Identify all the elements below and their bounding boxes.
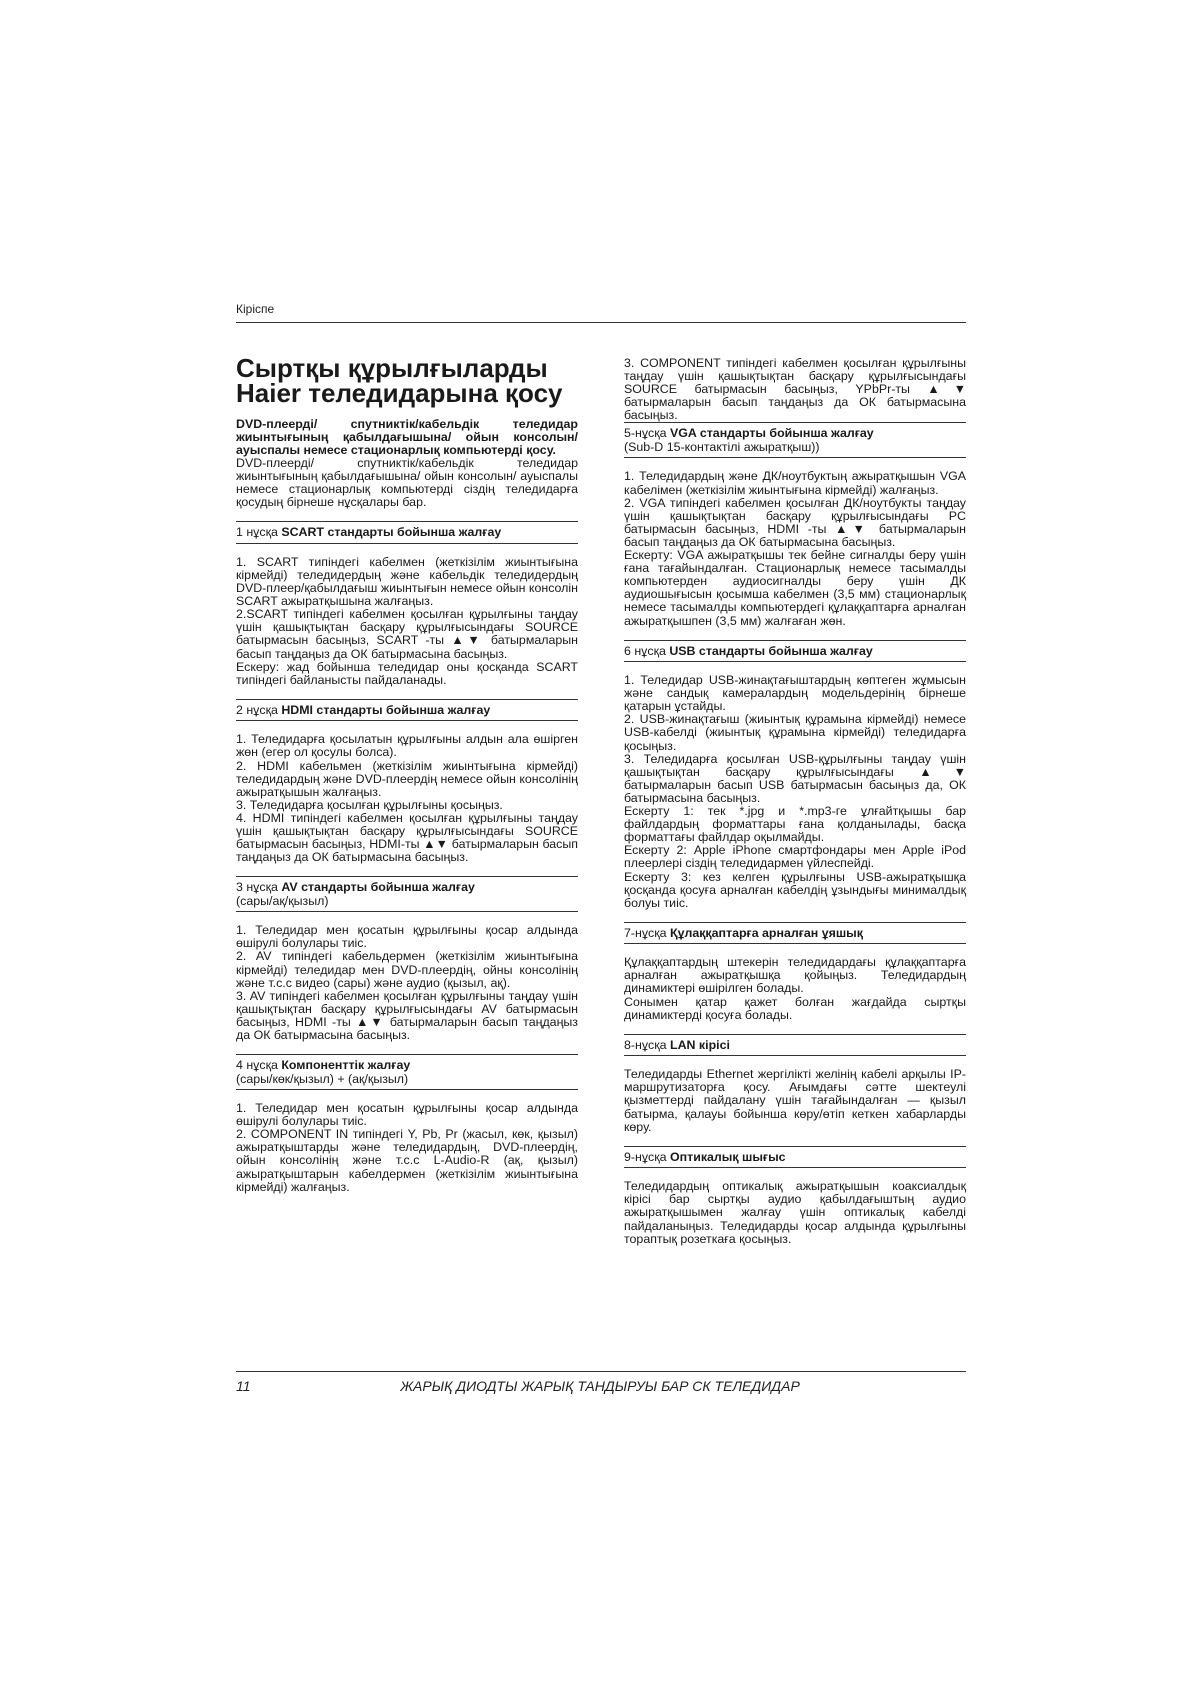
section-paragraph: 2.SCART типіндегі кабелмен қосылған құрылғыны таңдау үшін қашықтықтан басқару құрылғысындағы SOURCE батырмасын басыңыз, SCART -ты ▲▼ батырмаларын басып таңдаңыз да ОК батырмасына басыңыз. [236,607,578,661]
section-paragraph: Теледидарды Ethernet жергілікті желінің кабелі арқылы IP-маршрутизаторға қосу. Ағымдағы сәтте шектеулі қызметтерді пайдалану үшін тағайындалған — қызыл батырма, қалауы бойынша көру/өтіп кеткен хабарларды көру. [624,1067,966,1134]
left-column [236,352,578,1194]
section-paragraph: 3. Теледидарға қосылған құрылғыны қосыңыз. [236,797,503,812]
section-title: VGA стандарты бойынша жалғау [670,426,874,441]
section-number: 3 нұсқа [236,880,282,895]
intro-heading: DVD-плеерді/ спутниктік/кабельдік теледидар жиынтығының қабылдағышына/ ойын консолын/ ауыспалы немесе стационарлық компьютерді қосу. [236,417,578,457]
section-paragraph: 1. Теледидарға қосылатын құрылғыны алдын ала өшірген жөн (егер ол қосулы болса). [236,732,578,760]
section-right-3 [624,1034,966,1134]
section-heading [624,922,966,945]
section-paragraph: 2. USB-жинақтағыш (жиынтық құрамына кірмейді) немесе USB-кабелді (жиынтық құрамына кірмейді) теледидарға қосыңыз. [624,712,966,753]
footer-divider [236,1371,966,1372]
left-sections [236,521,578,1193]
section-paragraph: 1. Теледидар мен қосатын құрылғыны қосар алдында өшірулі болулары тиіс. [236,1101,578,1129]
section-number: 2 нұсқа [236,702,282,717]
section-paragraph: Ескерту: VGA ажыратқышы тек бейне сигналды беру үшін ғана тағайындалған. Стационарлық немесе тасымалды компьютерден аудиосигналды беру үшін ДК аудиошығысын қосымша кабелмен (3,5 мм) стационарлық немесе тасымалды компьютердегі құлаққаптарға арналған ажыратқышпен (3,5 мм) жалғаған жөн. [624,548,966,628]
section-paragraph: Ескерту 3: кез келген құрылғыны USB-ажыратқышқа қосқанда қосуға арналған кабелдің ұзындығы минималдық болуы тиіс. [624,869,966,910]
section-paragraph: Сонымен қатар қажет болған жағдайда сыртқы динамиктерді қосуға болады. [624,994,966,1022]
section-paragraph: 1. Теледидар мен қосатын құрылғыны қосар алдында өшірулі болулары тиіс. [236,923,578,951]
section-paragraph: 2. VGA типіндегі кабелмен қосылған ДК/ноутбукты таңдау үшін қашықтықтан басқару құрылғысындағы PC батырмасын басыңыз, HDMI -ты ▲▼ батырмаларын басып таңдаңыз да ОК батырмасына басыңыз. [624,495,966,549]
section-left-2 [236,876,578,1042]
section-title: SCART стандарты бойынша жалғау [281,525,502,540]
section-heading [236,876,578,912]
section-left-3 [236,1054,578,1194]
section-paragraph: 3. Теледидарға қосылған USB-құрылғыны таңдау үшін қашықтықтан басқару құрылғысындағы ▲▼ батырмаларын басып USB батырмасын басыңыз да, ОК батырмасына басыңыз. [624,751,966,805]
section-heading [236,521,578,544]
section-heading [236,1054,578,1090]
section-paragraph: 2. COMPONENT IN типіндегі Y, Pb, Pr (жасыл, көк, қызыл) ажыратқыштарды және теледидардың, DVD-плеердің, ойын консолінің және т.с.с L-Audio-R (ақ, қызыл) ажыратқыштарын кабелдермен (жеткізілім жиынтығына кірмейді) жалғаңыз. [236,1127,578,1194]
section-subtitle: (сары/ақ/қызыл) [236,893,329,908]
section-number: 1 нұсқа [236,525,282,540]
section-paragraph: 4. HDMI типіндегі кабелмен қосылған құрылғыны таңдау үшін қашықтықтан басқару құрылғысындағы SOURCE батырмасын басыңыз, HDMI-ты ▲▼ батырмаларын басып таңдаңыз да ОК батырмасына басыңыз. [236,810,578,865]
section-paragraph: 1. Теледидардың және ДК/ноутбуктың ажыратқышын VGA кабелімен (жеткізілім жиынтығына кірмейді) жалғаңыз. [624,469,966,497]
section-paragraph: Ескерту 2: Apple iPhone смартфондары мен Apple iPod плеерлері сіздің теледидармен үйлеспейді. [624,843,966,871]
section-right-1 [624,640,966,910]
section-number: 6 нұсқа [624,643,670,658]
section-heading [624,640,966,663]
section-heading [624,1146,966,1169]
section-title: LAN кірісі [670,1037,730,1052]
right-column [624,357,966,1246]
section-number: 5-нұсқа [624,426,671,441]
section-subtitle: (Sub-D 15-контактілі ажыратқыш)) [624,439,820,454]
section-paragraph: 2. AV типіндегі кабельдермен (жеткізілім жиынтығына кірмейді) теледидар мен DVD-плеердің, ойны консолінің және т.с.с видео (сары) және аудио (қызыл, ақ). [236,949,578,990]
page-number: 11 [236,1378,251,1394]
section-right-4 [624,1146,966,1246]
section-paragraph: 2. HDMI кабельмен (жеткізілім жиынтығына кірмейді) теледидардың және DVD-плеердің немесе ойын консолінің ажыратқышын жалғаңыз. [236,758,578,799]
section-paragraph: Ескерту 1: тек *.jpg и *.mp3-ге ұлғайтқышы бар файлдардың форматтары ғана қолданылады, басқа форматтағы файлдар оқылмайды. [624,804,966,845]
section-paragraph: Теледидардың оптикалық ажыратқышын коаксиалдық кірісі бар сыртқы аудио қабылдағыштың аудио ажыратқышымен жалғау үшін оптикалық кабелді пайдаланыңыз. Теледидарды қосар алдында құрылғыны тораптық розеткаға қосыңыз. [624,1179,966,1246]
section-title: Құлаққаптарға арналған ұяшық [670,925,863,940]
section-title: AV стандарты бойынша жалғау [281,880,475,895]
section-paragraph: Ескеру: жад бойынша теледидар оны қосқанда SCART типіндегі байланысты пайдаланады. [236,659,578,687]
section-right-2 [624,922,966,1022]
section-heading [624,1034,966,1057]
page-title: Сыртқы құрылғыларды Haier теледидарына қосу [236,353,563,408]
section-subtitle: (сары/көк/қызыл) + (ақ/қызыл) [236,1071,409,1086]
section-paragraph: Құлаққаптардың штекерін теледидардағы құлаққаптарға арналған ажыратқышқа қойыңыз. Теледидардың динамиктері өшірілген болады. [624,955,966,996]
section-left-1 [236,699,578,864]
section-paragraph: 3. AV типіндегі кабелмен қосылған құрылғыны таңдау үшін қашықтықтан басқару құрылғысындағы AV батырмасын басыңыз, HDMI -ты ▲▼ батырмаларын басып таңдаңыз да ОК батырмасына басыңыз. [236,988,578,1042]
section-left-0 [236,521,578,686]
right-sections [624,422,966,1245]
section-title: Оптикалық шығыс [670,1149,786,1164]
section-paragraph: 1. SCART типіндегі кабелмен (жеткізілім жиынтығына кірмейді) теледидердың және кабельдік теледидердың DVD-плеер/қабылдағыш жиынтығын немесе ойын консолін SCART ажыратқышына жалғаңыз. [236,554,578,609]
section-title: USB стандарты бойынша жалғау [669,643,873,658]
section-heading [624,422,966,458]
section-number: 8-нұсқа [624,1037,671,1052]
section-number: 9-нұсқа [624,1149,671,1164]
footer-title: ЖАРЫҚ ДИОДТЫ ЖАРЫҚ ТАНДЫРУЫ БАР СК ТЕЛЕДИДАР [400,1378,800,1394]
intro-text: DVD-плеерді/ спутниктік/кабельдік теледидар жиынтығының қабылдағышына/ ойын консолын/ ауыспалы немесе стационарлық компьютерді сіздің теледидарға қосудың бірнеше нұсқалары бар. [236,456,578,510]
header-section-label: Кіріспе [236,302,275,316]
section-number: 7-нұсқа [624,925,671,940]
component-step-3: 3. COMPONENT типіндегі кабелмен қосылған құрылғыны таңдау үшін қашықтықтан басқару құрылғысындағы SOURCE батырмасын басыңыз, YPbPr-ты ▲▼ батырмаларын басып таңдаңыз да ОК батырмасына басыңыз. [624,356,966,423]
section-right-0 [624,422,966,627]
header-divider [236,322,966,323]
section-heading [236,699,578,722]
section-title: HDMI стандарты бойынша жалғау [281,702,491,717]
section-title: Компоненттік жалғау [281,1058,411,1073]
section-paragraph: 1. Теледидар USB-жинақтағыштардың көптеген жұмысын және сандық камералардың модельдерінің бірнеше қатарын ұстайды. [624,673,966,714]
section-number: 4 нұсқа [236,1058,282,1073]
